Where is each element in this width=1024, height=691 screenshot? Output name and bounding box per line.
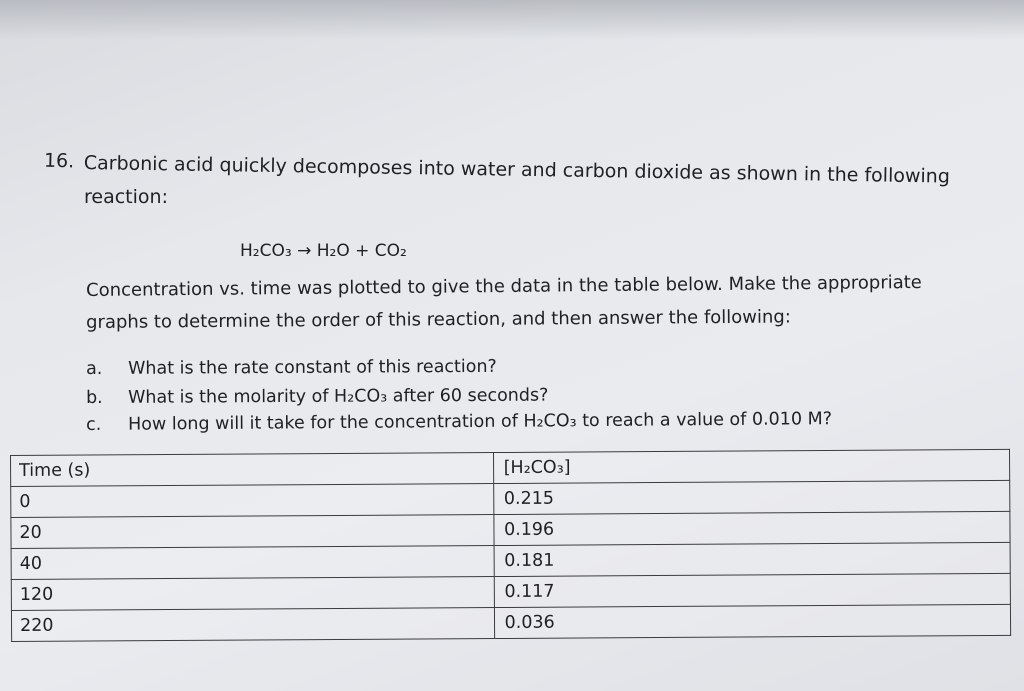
instructions-line-1: Concentration vs. time was plotted to give the data in the table below. Make the appropriate <box>86 271 922 301</box>
header-concentration: [H₂CO₃] <box>493 449 1010 483</box>
time-cell: 120 <box>11 577 494 611</box>
question-text-line-1: Carbonic acid quickly decomposes into water and carbon dioxide as shown in the following <box>83 152 951 188</box>
time-cell: 0 <box>11 484 494 518</box>
concentration-cell: 0.181 <box>494 542 1011 576</box>
sub-question-a <box>86 357 497 379</box>
concentration-time-table <box>10 449 1011 642</box>
table-row <box>11 604 1010 641</box>
sub-question-letter: c. <box>86 414 102 435</box>
concentration-cell: 0.117 <box>494 573 1011 607</box>
reaction-equation: H₂CO₃ → H₂O + CO₂ <box>240 241 407 261</box>
concentration-cell: 0.215 <box>493 480 1010 514</box>
sub-question-c <box>86 409 832 435</box>
instructions-line-2: graphs to determine the order of this reaction, and then answer the following: <box>86 306 791 333</box>
concentration-cell: 0.196 <box>493 511 1010 545</box>
sub-question-text: What is the rate constant of this reaction? <box>127 356 497 379</box>
concentration-cell: 0.036 <box>494 604 1011 638</box>
data-table-container <box>10 449 1023 642</box>
header-time: Time (s) <box>11 453 494 487</box>
time-cell: 20 <box>11 515 494 549</box>
sub-question-text: How long will it take for the concentration of H₂CO₃ to reach a value of 0.010 M? <box>127 409 833 435</box>
question-text-line-2: reaction: <box>84 186 168 208</box>
sub-question-b <box>86 386 548 408</box>
sub-question-text: What is the molarity of H₂CO₃ after 60 seconds? <box>127 385 549 408</box>
time-cell: 40 <box>11 546 494 580</box>
sub-question-letter: b. <box>86 387 103 408</box>
sub-question-letter: a. <box>86 358 103 379</box>
time-cell: 220 <box>11 608 494 642</box>
question-number: 16. <box>43 149 75 173</box>
